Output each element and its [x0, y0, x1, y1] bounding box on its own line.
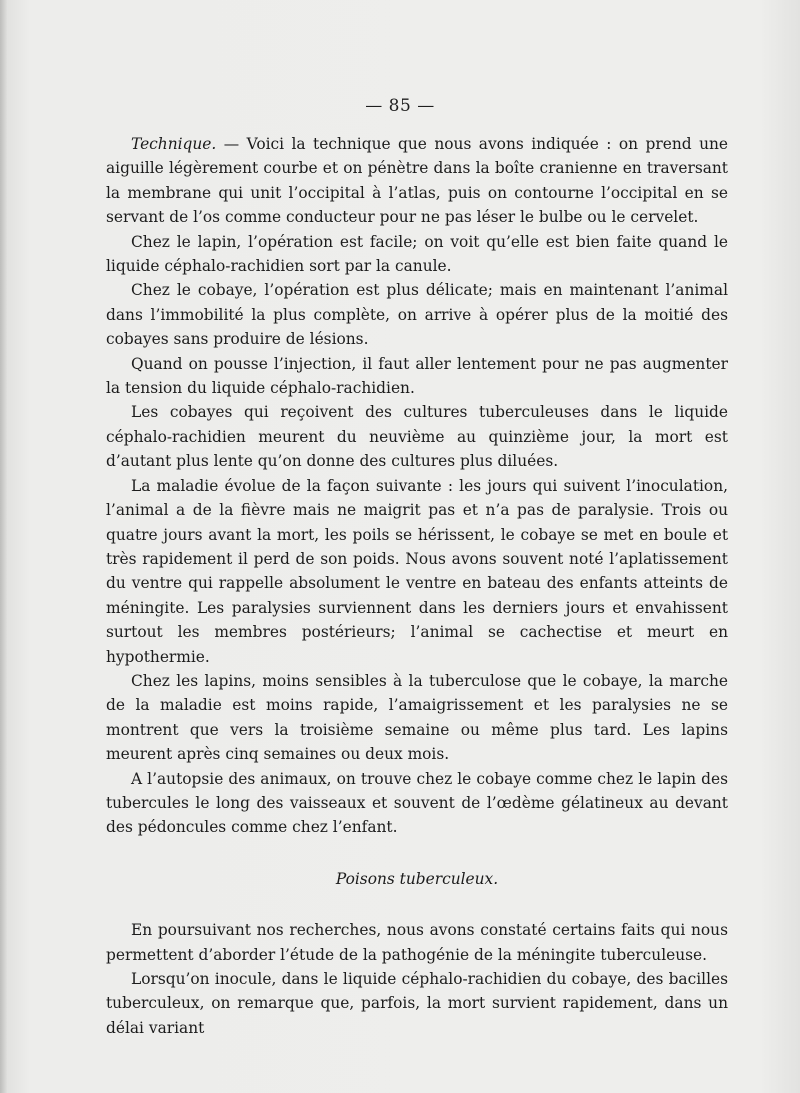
paragraph-maladie-evolution: La maladie évolue de la façon suivante : les jours qui suivent l’inoculation, l’animal a de la fièvre mais ne maigrit pas et n’a pas de paralysie. Trois ou quatre jours avant la mort, les poils se hérissent, le cobaye se met en boule et très rapidement il perd de son poids. Nous avons souvent noté l’aplatissement du ventre qui rappelle absolument le ventre en bateau des enfants atteints de méningite. Les paralysies surviennent dans les derniers jours et envahissent surtout les membres postérieurs; l’animal se cachectise et meurt en hypothermie.	[106, 476, 728, 666]
body-text	[106, 132, 728, 1040]
page-number: — 85 —	[365, 96, 435, 116]
paragraph-lapin-operation: Chez le lapin, l’opération est facile; on voit qu’elle est bien faite quand le liquide céphalo-rachidien sort par la canule.	[106, 232, 728, 276]
paragraph-cobayes-mort: Les cobayes qui reçoivent des cultures tuberculeuses dans le liquide céphalo-rachidien meurent du neuvième au quinzième jour, la mort est d’autant plus lente qu’on donne des cultures plus diluées.	[106, 403, 728, 471]
paragraph-autopsie: A l’autopsie des animaux, on trouve chez le cobaye comme chez le lapin des tubercules le long des vaisseaux et souvent de l’œdème gélatineux au devant des pédoncules comme chez l’enfant.	[106, 769, 728, 837]
paragraph-lead-technique: Technique.	[131, 135, 217, 153]
paragraph-injection: Quand on pousse l’injection, il faut aller lentement pour ne pas augmenter la tension du liquide céphalo-rachidien.	[106, 354, 728, 398]
paragraph-lapins: Chez les lapins, moins sensibles à la tuberculose que le cobaye, la marche de la maladie est moins rapide, l’amaigrissement et les paralysies ne se montrent que vers la troisième semaine ou même plus tard. Les lapins meurent après cinq semaines ou deux mois.	[106, 671, 728, 764]
paragraph-cobaye-operation: Chez le cobaye, l’opération est plus délicate; mais en maintenant l’animal dans l’immobilité la plus complète, on arrive à opérer plus de la moitié des cobayes sans produire de lésions.	[106, 281, 728, 349]
paragraph-inoculation: Lorsqu’on inocule, dans le liquide céphalo-rachidien du cobaye, des bacilles tuberculeux, on remarque que, parfois, la mort survient rapidement, dans un délai variant	[106, 970, 728, 1037]
paragraph-technique	[106, 132, 728, 230]
paragraph-technique-text: — Voici la technique que nous avons indiquée : on prend une aiguille légèrement courbe et on pénètre dans la boîte cranienne en traversant la membrane qui unit l’occipital à l’atlas, puis on contourne l’occipital en se servant de l’os comme conducteur pour ne pas léser le bulbe ou le cervelet.	[106, 135, 728, 227]
paragraph-recherches: En poursuivant nos recherches, nous avons constaté certains faits qui nous permettent d’aborder l’étude de la pathogénie de la méningite tuberculeuse.	[106, 921, 728, 964]
page-edge-shadow	[0, 0, 8, 1093]
section-title: Poisons tuberculeux.	[335, 869, 499, 888]
